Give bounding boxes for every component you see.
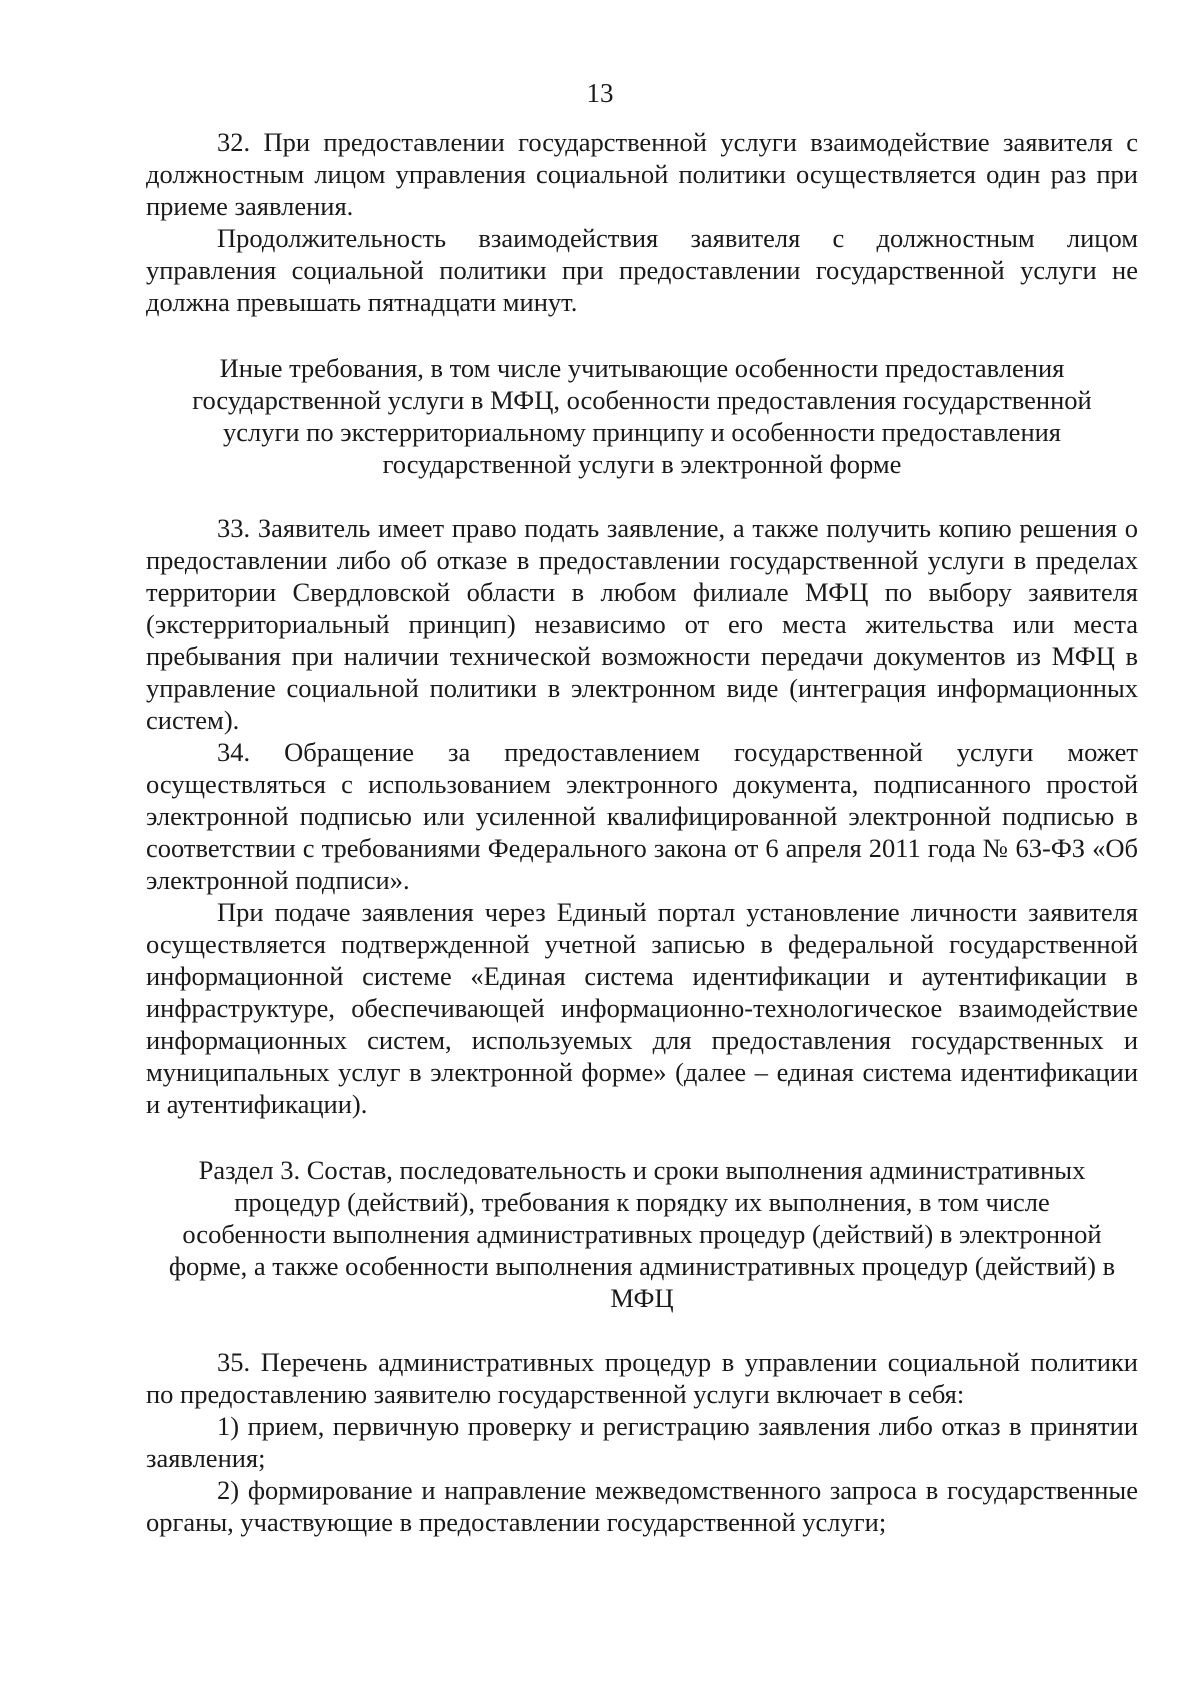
paragraph-32: 32. При предоставлении государственной услуги взаимодействие заявителя с должностным лицом управления социальной политики осуществляется один раз при приеме заявления. <box>146 127 1138 221</box>
document-body <box>146 126 1138 1538</box>
paragraph-33: 33. Заявитель имеет право подать заявление, а также получить копию решения о предоставлении либо об отказе в предоставлении государственной услуги в пределах территории Свердловской области в любом филиале МФЦ по выбору заявителя (экстерриториальный принцип) независимо от его места жительства или места пребывания при наличии технической возможности передачи документов из МФЦ в управление социальной политики в электронном виде (интеграция информационных систем). <box>146 513 1138 735</box>
list-item-1: 1) прием, первичную проверку и регистрацию заявления либо отказ в принятии заявления; <box>146 1411 1138 1473</box>
spacer <box>146 318 1138 352</box>
list-item-2: 2) формирование и направление межведомственного запроса в государственные органы, участвующие в предоставлении государственной услуги; <box>146 1475 1138 1537</box>
spacer <box>146 1120 1138 1154</box>
section-heading-3: Раздел 3. Состав, последовательность и сроки выполнения административных процедур (действий), требования к порядку их выполнения, в том числе особенности выполнения административных процедур (действий) в электронной форме, а также особенности выполнения административных процедур (действий) в МФЦ <box>168 1155 1116 1313</box>
section-heading-other-requirements: Иные требования, в том числе учитывающие особенности предоставления государственной услуги в МФЦ, особенности предоставления государственной услуги по экстерриториальному принципу и особенности предоставления государственной услуги в электронной форме <box>192 353 1092 479</box>
spacer <box>146 480 1138 512</box>
paragraph-34-identification: При подаче заявления через Единый портал установление личности заявителя осуществляется подтвержденной учетной записью в федеральной государственной информационной системе «Единая система идентификации и аутентификации в инфраструктуре, обеспечивающей информационно-технологическое взаимодействие информационных систем, используемых для предоставления государственных и муниципальных услуг в электронной форме» (далее – единая система идентификации и аутентификации). <box>146 897 1138 1119</box>
paragraph-34: 34. Обращение за предоставлением государственной услуги может осуществляться с использованием электронного документа, подписанного простой электронной подписью или усиленной квалифицированной электронной подписью в соответствии с требованиями Федерального закона от 6 апреля 2011 года № 63-ФЗ «Об электронной подписи». <box>146 737 1138 895</box>
spacer <box>146 1314 1138 1346</box>
paragraph-32-duration: Продолжительность взаимодействия заявителя с должностным лицом управления социальной политики при предоставлении государственной услуги не должна превышать пятнадцати минут. <box>146 223 1138 317</box>
paragraph-35: 35. Перечень административных процедур в управлении социальной политики по предоставлению заявителю государственной услуги включает в себя: <box>146 1347 1138 1409</box>
page-number: 13 <box>586 78 614 108</box>
